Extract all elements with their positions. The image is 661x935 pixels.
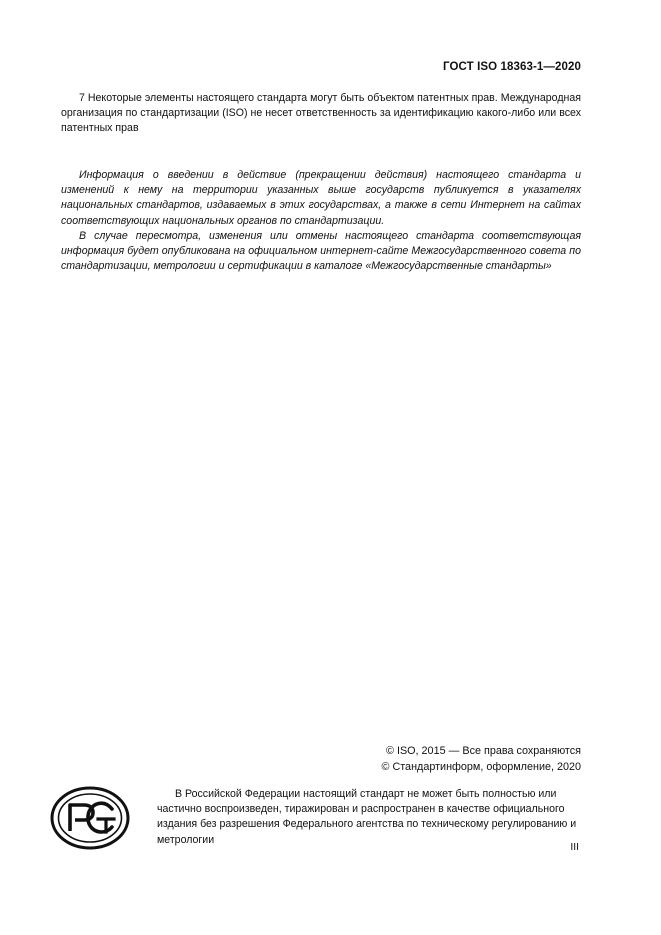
enactment-info [61,168,581,274]
copyright-standartinform: © Стандартинформ, оформление, 2020 [381,761,581,773]
document-header-id: ГОСТ ISO 18363-1—2020 [443,61,581,73]
reproduction-notice-text: В Российской Федерации настоящий стандарт не может быть полностью или частично воспроизведен, тиражирован и распространен в качестве официального издания без разрешения Федерального агентства по техническому регулированию и метрологии [157,788,577,846]
gost-r-logo-icon [49,785,131,851]
copyright-iso: © ISO, 2015 — Все права сохраняются [386,745,581,757]
page-number: III [570,842,579,853]
enactment-info-paragraph-2: В случае пересмотра, изменения или отмены настоящего стандарта соответствующая информация будет опубликована на официальном интернет-сайте Межгосударственного совета по стандартизации, метрологии и сертификации в каталоге «Межгосударственные стандарты» [61,229,581,273]
reproduction-notice [157,787,581,848]
clause-7-text: 7 Некоторые элементы настоящего стандарта могут быть объектом патентных прав. Международная организация по стандартизации (ISO) не несет ответственность за идентификацию какого-либо или всех патентных прав [61,92,581,135]
enactment-info-paragraph-1: Информация о введении в действие (прекращении действия) настоящего стандарта и изменений к нему на территории указанных выше государств публикуется в указателях национальных стандартов, издаваемых в этих государствах, а также в сети Интернет на сайтах соответствующих национальных органов по стандартизации. [61,169,581,227]
clause-7 [61,91,581,137]
